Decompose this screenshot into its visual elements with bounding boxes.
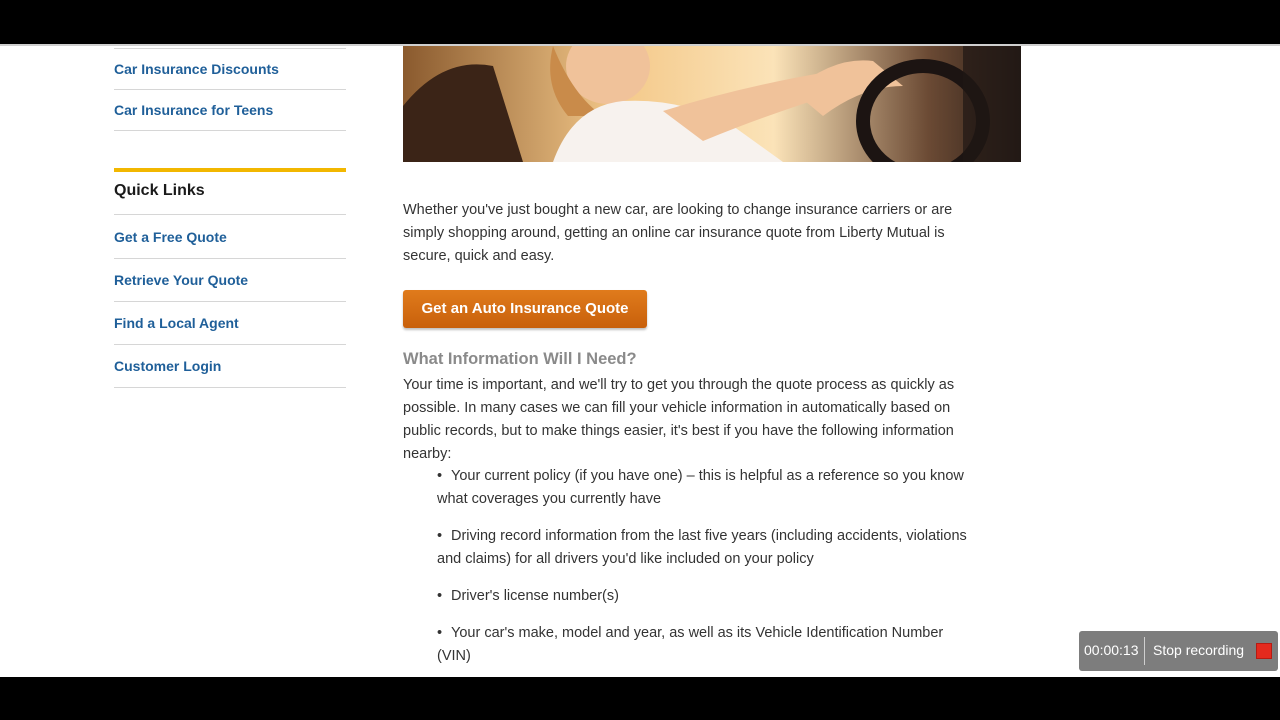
bullet-icon: • [437,528,443,544]
stop-recording-button[interactable]: Stop recording [1153,642,1245,658]
bullet-icon: • [437,588,443,604]
sidebar-link-car-insurance-discounts[interactable]: Car Insurance Discounts [114,49,346,90]
list-item-text: Driver's license number(s) [451,588,619,604]
list-item-text: Your car's make, model and year, as well as its Vehicle Identification Number (VIN) [437,625,944,664]
list-item [437,465,977,511]
list-item-text: Driving record information from the last five years (including accidents, violations and claims) for all drivers you'd like included on your policy [437,528,967,567]
quick-links-list [114,216,346,388]
bullet-icon: • [437,625,443,641]
quick-link-get-free-quote[interactable]: Get a Free Quote [114,216,346,259]
quick-link-customer-login[interactable]: Customer Login [114,345,346,388]
quick-links-title: Quick Links [114,168,346,215]
sidebar-link-car-insurance-for-teens[interactable]: Car Insurance for Teens [114,90,346,131]
screen-recorder-widget [1079,631,1278,671]
list-item [437,622,977,668]
list-item [437,525,977,571]
recorder-divider [1144,637,1145,665]
info-needed-list [437,465,977,677]
quick-link-find-local-agent[interactable]: Find a Local Agent [114,302,346,345]
hero-image-woman-driving [403,46,1021,162]
list-item-text: Your current policy (if you have one) – this is helpful as a reference so you know what coverages you currently have [437,468,964,507]
recording-timer: 00:00:13 [1084,642,1139,658]
web-page [0,44,1280,677]
stop-square-icon[interactable] [1256,643,1272,659]
bullet-icon: • [437,468,443,484]
get-auto-insurance-quote-button[interactable]: Get an Auto Insurance Quote [403,290,647,328]
sidebar-nav [114,49,346,131]
quick-link-retrieve-quote[interactable]: Retrieve Your Quote [114,259,346,302]
intro-paragraph: Whether you've just bought a new car, are looking to change insurance carriers or are simply shopping around, getting an online car insurance quote from Liberty Mutual is secure, quick and easy. [403,202,953,264]
list-item [437,585,977,608]
section-heading: What Information Will I Need? [403,350,637,368]
section-paragraph: Your time is important, and we'll try to get you through the quote process as quickly as possible. In many cases we can fill your vehicle information in automatically based on public records, but to make things easier, it's best if you have the following information nearby: [403,377,955,462]
